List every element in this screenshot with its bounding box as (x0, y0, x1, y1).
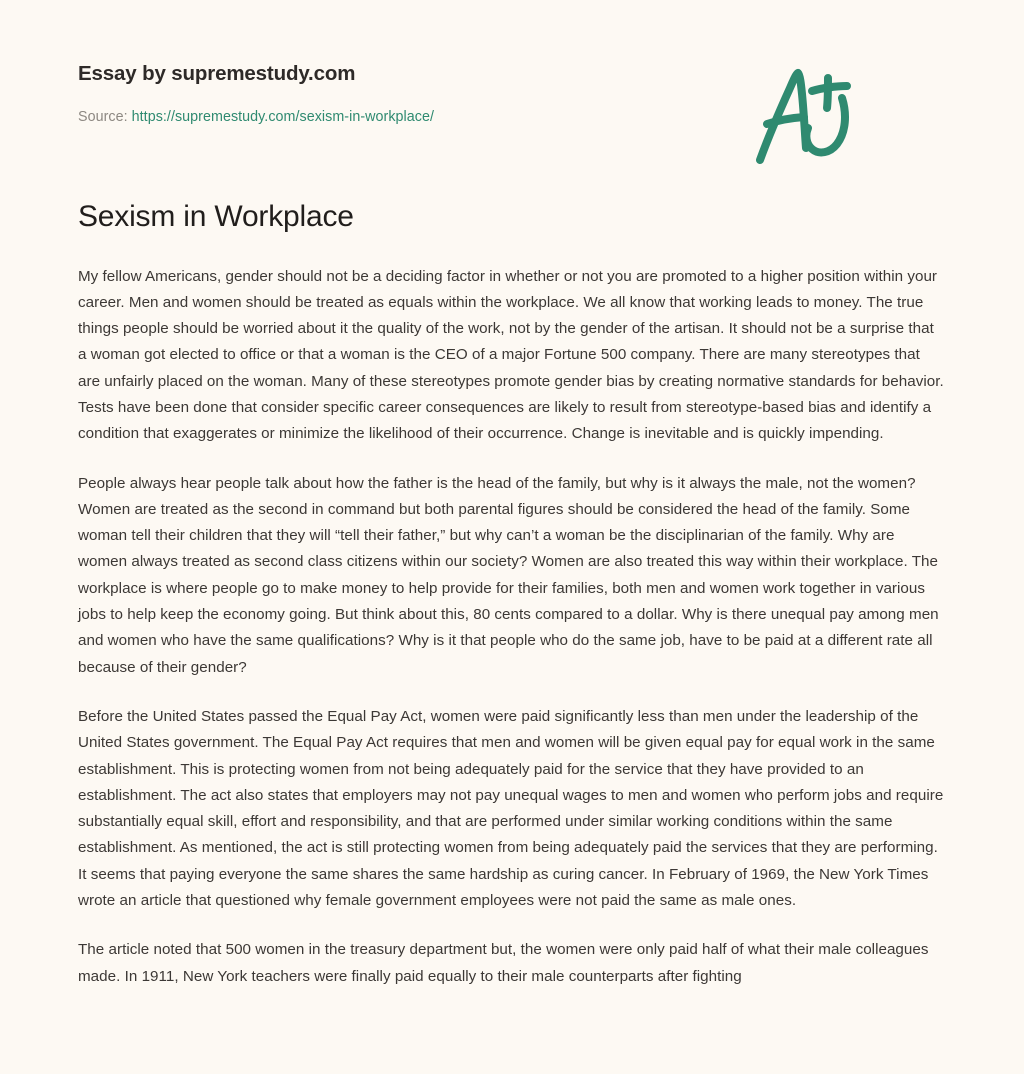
source-label: Source: (78, 108, 128, 125)
body-paragraph: Before the United States passed the Equal Pay Act, women were paid significantly less than men under the leadership of the United States government. The Equal Pay Act requires that men and women will be given equal pay for equal work in the same establishment. This is protecting women from not being adequately paid for the service that they have provided to an establishment. The act also states that employers may not pay unequal wages to men and women who perform jobs and require substantially equal skill, effort and responsibility, and that are performed under similar working conditions within the same establishment. As mentioned, the act is still protecting women from being adequately paid the services that they are performing. It seems that paying everyone the same shares the same hardship as curing cancer. In February of 1969, the New York Times wrote an article that questioned why female government employees were not paid the same as male ones. (78, 707, 944, 910)
page-title: Sexism in Workplace (78, 200, 354, 233)
body-paragraph: My fellow Americans, gender should not be a deciding factor in whether or not you are promoted to a higher position within your career. Men and women should be treated as equals within the workplace. We all know that working leads to money. The true things people should be worried about it the quality of the work, not by the gender of the artisan. It should not be a surprise that a woman got elected to office or that a woman is the CEO of a major Fortune 500 company. There are many stereotypes that are unfairly placed on the woman. Many of these stereotypes promote gender bias by creating normative standards for behavior. Tests have been done that consider specific career consequences are likely to result from stereotype-based bias and identify a condition that exaggerates or minimize the likelihood of their occurrence. Change is inevitable and is quickly impending. (78, 267, 944, 443)
aplus-logo-icon (750, 62, 858, 166)
document-header (78, 0, 946, 125)
byline: Essay by supremestudy.com (78, 62, 356, 85)
source-url-link[interactable]: https://supremestudy.com/sexism-in-workplace/ (131, 108, 434, 125)
body-paragraph: The article noted that 500 women in the treasury department but, the women were only paid half of what their male colleagues made. In 1911, New York teachers were finally paid equally to their male counterparts after fighting (78, 941, 929, 985)
body-paragraph: People always hear people talk about how the father is the head of the family, but why is it always the male, not the women? Women are treated as the second in command but both parental figures should be considered the head of the family. Some woman tell their children that they will “tell their father,” but why can’t a woman be the disciplinarian of the family. Why are women always treated as second class citizens within our society? Women are also treated this way within their workplace. The workplace is where people go to make money to help provide for their families, both men and women work together in various jobs to help keep the economy going. But think about this, 80 cents compared to a dollar. Why is there unequal pay among men and women who have the same qualifications? Why is it that people who do the same job, have to be paid at a different rate all because of their gender? (78, 474, 939, 676)
article-body (78, 236, 944, 990)
